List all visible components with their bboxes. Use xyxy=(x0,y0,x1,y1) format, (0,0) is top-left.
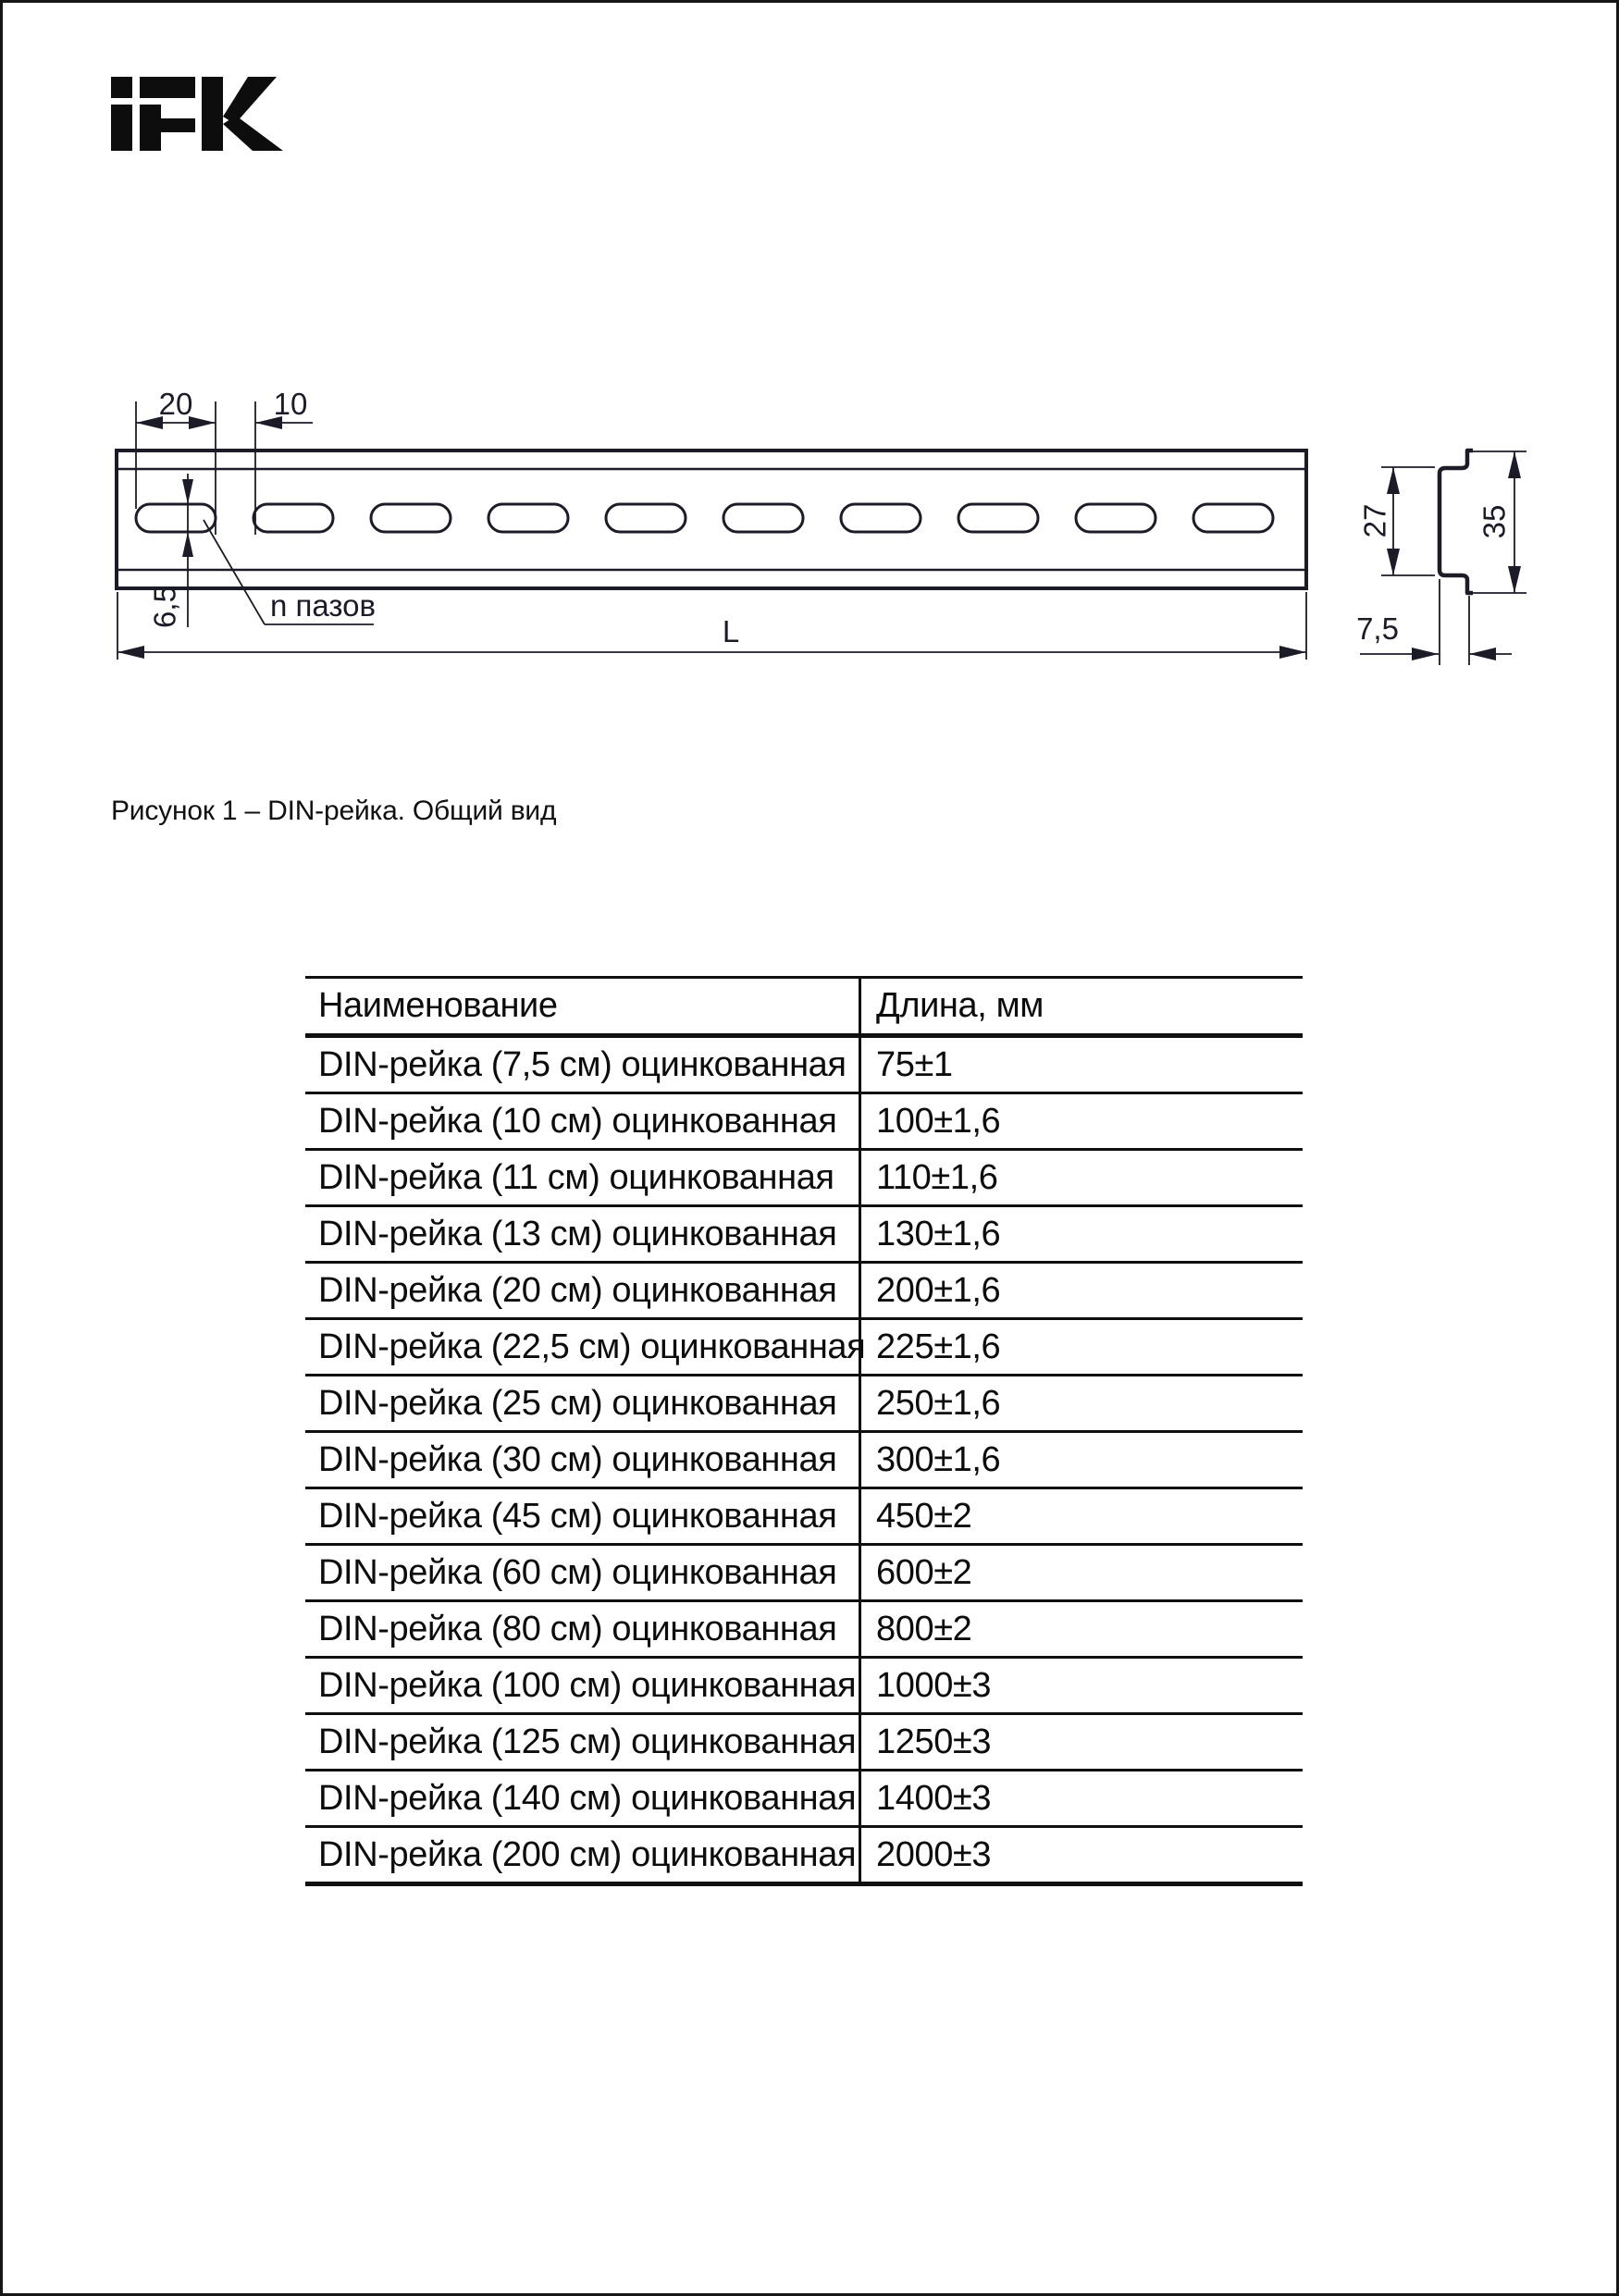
length-cell: 250±1,6 xyxy=(860,1376,1304,1432)
dimension-depth xyxy=(1356,579,1512,665)
length-cell: 130±1,6 xyxy=(860,1206,1304,1263)
rail-front-view xyxy=(117,387,1306,660)
length-cell: 75±1 xyxy=(860,1036,1304,1093)
length-cell: 1250±3 xyxy=(860,1714,1304,1771)
profile-outline xyxy=(1440,451,1473,593)
product-name-cell: DIN-рейка (100 см) оцинкованная xyxy=(305,1658,860,1714)
length-cell: 2000±3 xyxy=(860,1827,1304,1884)
product-name-cell: DIN-рейка (45 см) оцинкованная xyxy=(305,1488,860,1545)
table-row xyxy=(305,1545,1303,1601)
product-name-cell: DIN-рейка (20 см) оцинкованная xyxy=(305,1263,860,1319)
table-row xyxy=(305,1036,1303,1093)
product-name-cell: DIN-рейка (200 см) оцинкованная xyxy=(305,1827,860,1884)
slots-callout xyxy=(204,520,376,624)
product-name-cell: DIN-рейка (140 см) оцинкованная xyxy=(305,1771,860,1827)
column-header-length: Длина, мм xyxy=(860,978,1304,1036)
dim-label-7-5: 7,5 xyxy=(1356,611,1399,646)
product-name-cell: DIN-рейка (13 см) оцинкованная xyxy=(305,1206,860,1263)
table-body xyxy=(305,1036,1303,1884)
table-row xyxy=(305,1376,1303,1432)
length-cell: 200±1,6 xyxy=(860,1263,1304,1319)
length-cell: 300±1,6 xyxy=(860,1432,1304,1488)
column-header-name: Наименование xyxy=(305,978,860,1036)
table-header-row xyxy=(305,978,1303,1036)
dim-label-6-5: 6,5 xyxy=(147,586,182,628)
length-cell: 1400±3 xyxy=(860,1771,1304,1827)
dim-label-20: 20 xyxy=(158,387,193,421)
length-cell: 1000±3 xyxy=(860,1658,1304,1714)
table-row xyxy=(305,1263,1303,1319)
table-row xyxy=(305,1658,1303,1714)
product-name-cell: DIN-рейка (7,5 см) оцинкованная xyxy=(305,1036,860,1093)
table-row xyxy=(305,1488,1303,1545)
length-cell: 225±1,6 xyxy=(860,1319,1304,1376)
table-row xyxy=(305,1714,1303,1771)
dim-label-L: L xyxy=(722,614,740,648)
product-name-cell: DIN-рейка (22,5 см) оцинкованная xyxy=(305,1319,860,1376)
table-row xyxy=(305,1319,1303,1376)
length-cell: 600±2 xyxy=(860,1545,1304,1601)
product-name-cell: DIN-рейка (30 см) оцинкованная xyxy=(305,1432,860,1488)
length-cell: 800±2 xyxy=(860,1601,1304,1658)
dim-label-27: 27 xyxy=(1357,503,1392,538)
table-row xyxy=(305,1206,1303,1263)
dim-label-35: 35 xyxy=(1477,504,1512,539)
table-row xyxy=(305,1150,1303,1206)
product-name-cell: DIN-рейка (60 см) оцинкованная xyxy=(305,1545,860,1601)
slots-count-label: n пазов xyxy=(270,588,377,623)
rail-profile-view xyxy=(1356,451,1526,665)
length-cell: 450±2 xyxy=(860,1488,1304,1545)
table-row xyxy=(305,1432,1303,1488)
dimension-slot-height xyxy=(148,474,194,628)
product-name-cell: DIN-рейка (125 см) оцинкованная xyxy=(305,1714,860,1771)
product-name-cell: DIN-рейка (25 см) оцинкованная xyxy=(305,1376,860,1432)
length-cell: 100±1,6 xyxy=(860,1093,1304,1150)
rail-slots xyxy=(136,504,1273,532)
figure-caption: Рисунок 1 – DIN-рейка. Общий вид xyxy=(111,796,557,826)
length-cell: 110±1,6 xyxy=(860,1150,1304,1206)
dimension-full-height xyxy=(1473,451,1526,593)
table-row xyxy=(305,1827,1303,1884)
dim-label-10: 10 xyxy=(273,387,308,421)
product-name-cell: DIN-рейка (80 см) оцинкованная xyxy=(305,1601,860,1658)
product-name-cell: DIN-рейка (11 см) оцинкованная xyxy=(305,1150,860,1206)
table-row xyxy=(305,1093,1303,1150)
table-row xyxy=(305,1771,1303,1827)
table-row xyxy=(305,1601,1303,1658)
dimension-inner-height xyxy=(1358,467,1436,575)
product-name-cell: DIN-рейка (10 см) оцинкованная xyxy=(305,1093,860,1150)
iek-logo xyxy=(111,77,283,151)
din-rail-spec-table xyxy=(305,976,1303,1886)
